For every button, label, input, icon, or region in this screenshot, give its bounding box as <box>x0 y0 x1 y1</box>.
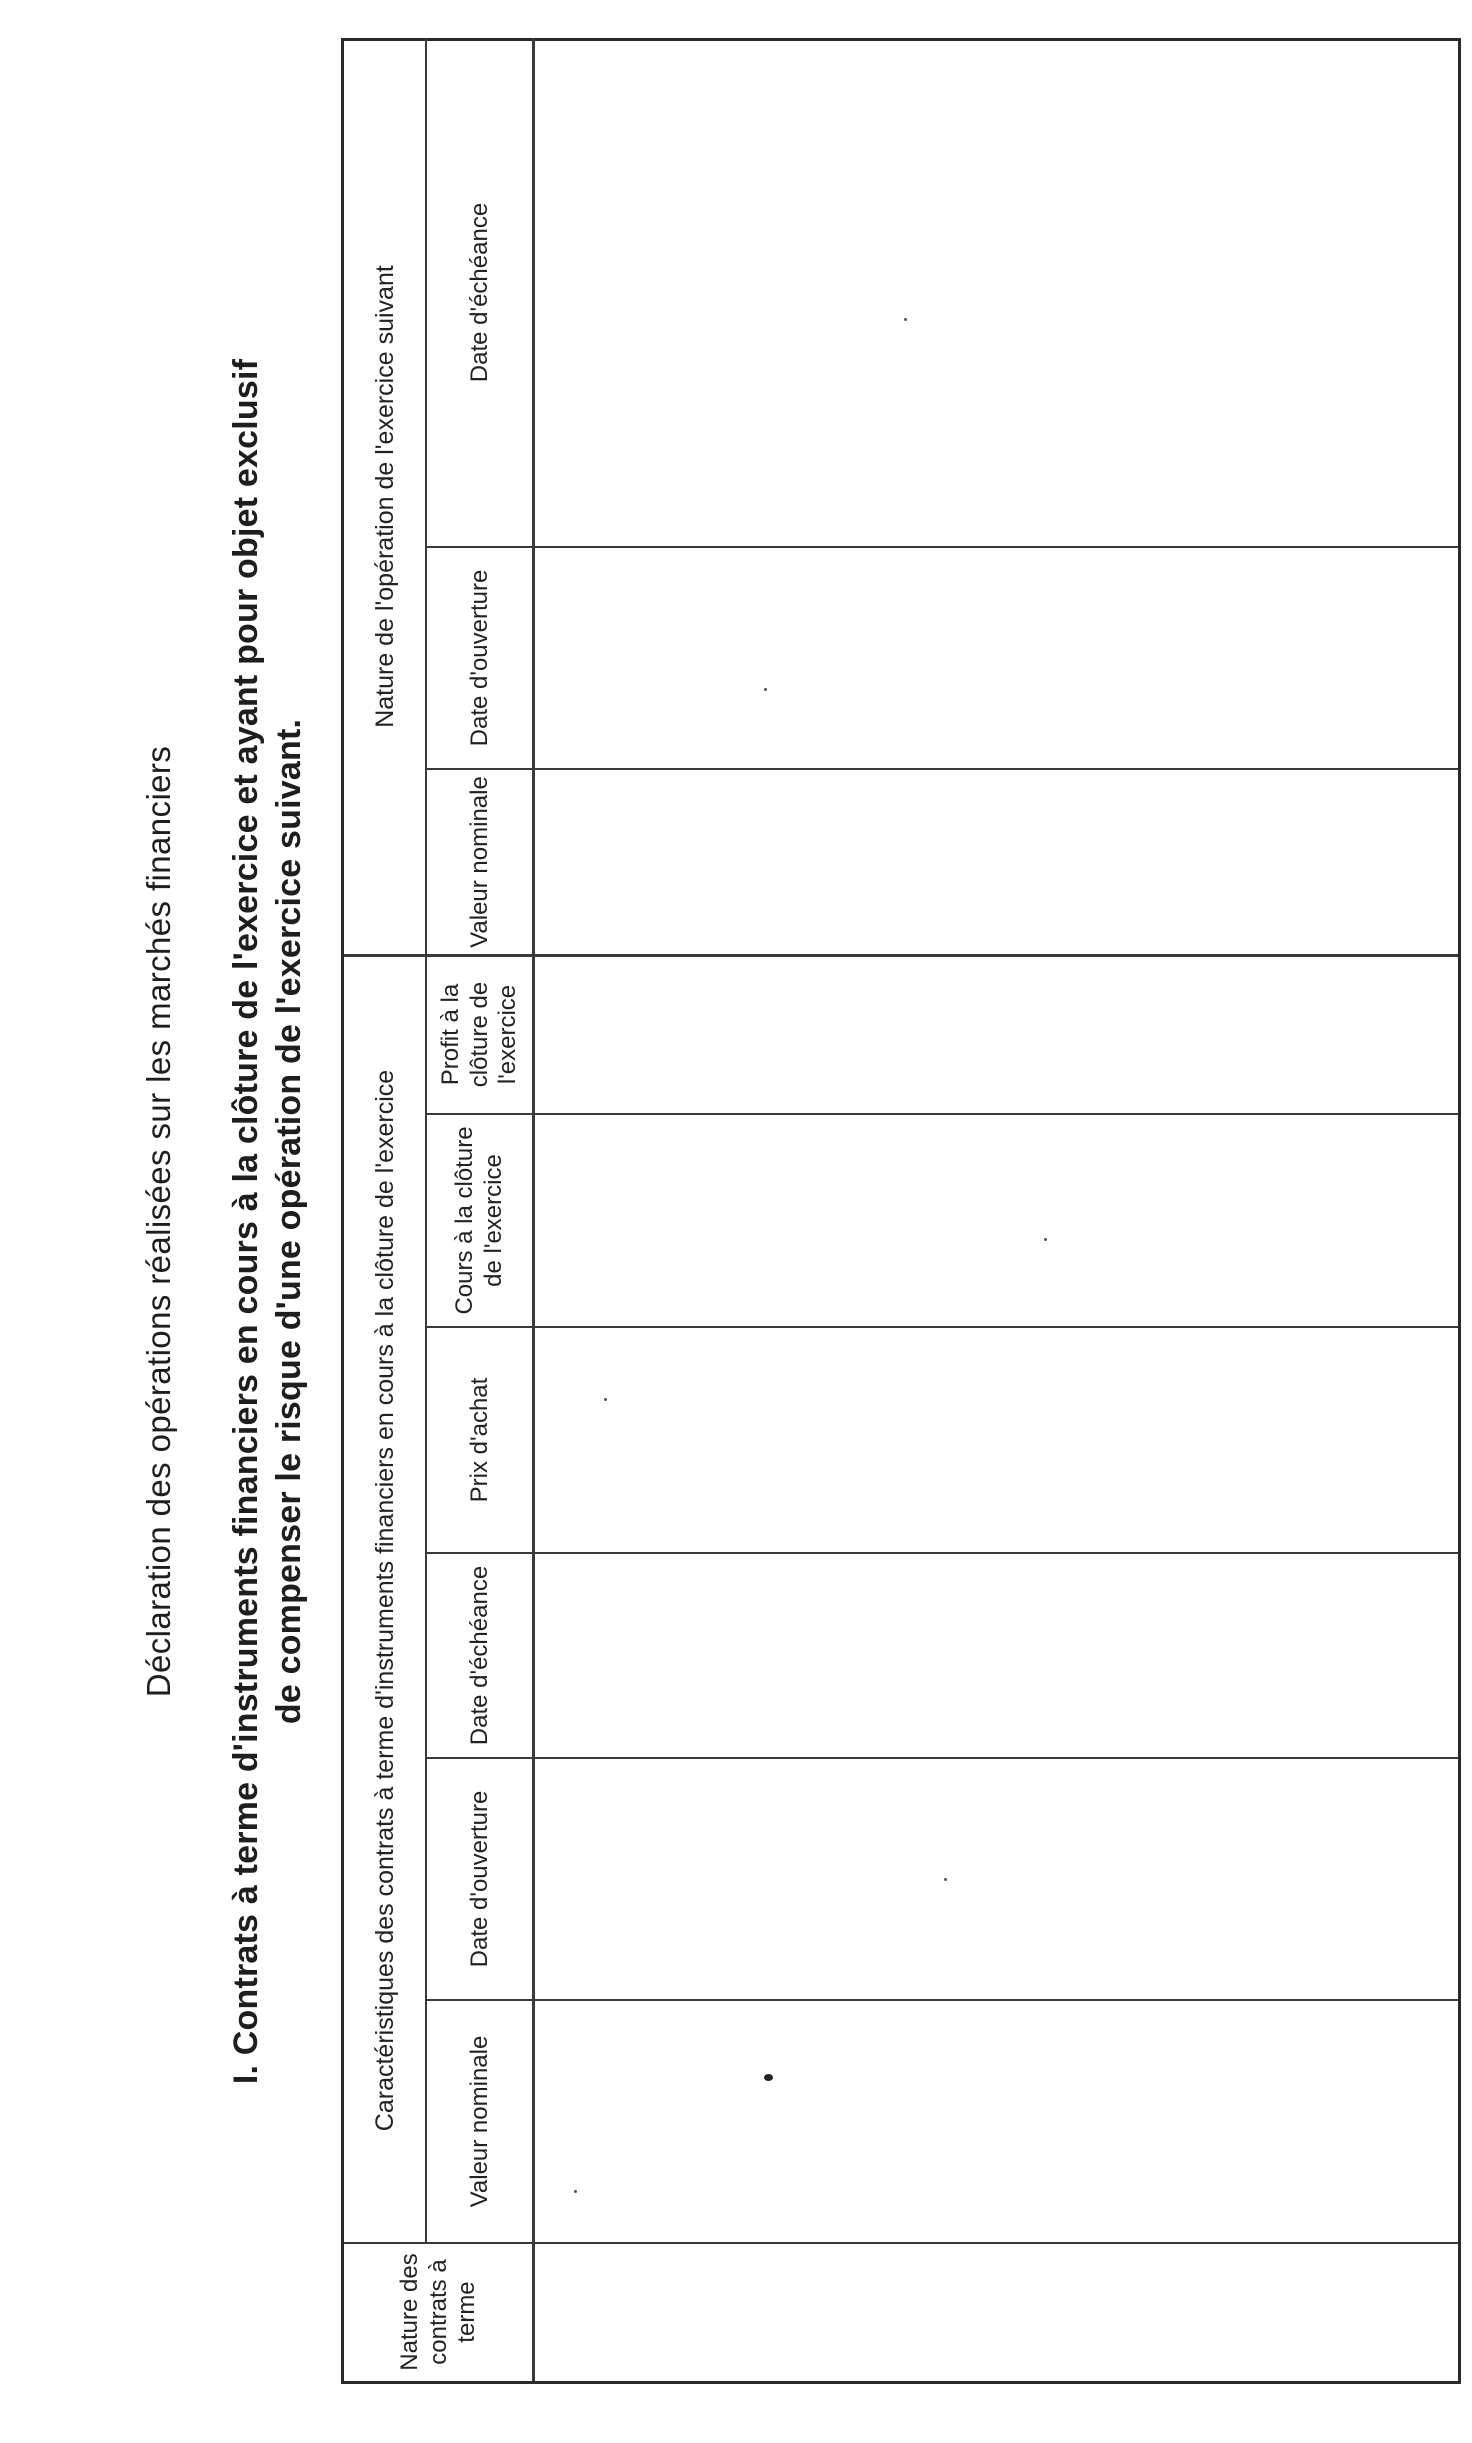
cell-profit-cloture[interactable] <box>534 955 1458 1114</box>
col-header-date-ouverture-suivant: Date d'ouverture <box>465 569 493 747</box>
section-title-line-1: I. Contrats à terme d'instruments financiers en cours à la clôture de l'exercice et ayant pour objet exclusif <box>227 358 265 2085</box>
col-header-profit-cloture: Profit à la clôture de l'exercice <box>436 981 522 1088</box>
col-header-nature-contrats: Nature des contrats à terme <box>395 2253 481 2371</box>
section-title-line-2: de compenser le risque d'une opération de l'exercice suivant. <box>270 718 308 1725</box>
col-header-prix-achat: Prix d'achat <box>465 1377 493 1503</box>
scan-speck <box>604 1398 607 1401</box>
scan-speck <box>904 318 907 321</box>
scan-speck <box>944 1878 947 1881</box>
rule-col-8 <box>426 768 1458 770</box>
col-header-date-ouverture: Date d'ouverture <box>465 1790 493 1968</box>
cell-nature-contrats[interactable] <box>534 2243 1458 2381</box>
cell-valeur-nominale[interactable] <box>534 2000 1458 2243</box>
scan-speck <box>764 2074 773 2081</box>
declaration-table <box>341 38 1461 2384</box>
rule-col-6 <box>426 1113 1458 1115</box>
col-header-valeur-nominale-suivant: Valeur nominale <box>465 776 493 948</box>
cell-prix-achat[interactable] <box>534 1327 1458 1553</box>
document-title: Déclaration des opérations réalisées sur les marchés financiers <box>140 745 177 1698</box>
cell-date-echeance[interactable] <box>534 1553 1458 1758</box>
col-header-date-echeance: Date d'échéance <box>465 1565 493 1746</box>
rule-group-header-bottom <box>425 38 427 2243</box>
rule-col-4 <box>426 1552 1458 1554</box>
scan-speck <box>764 688 767 691</box>
rule-col-3 <box>426 1757 1458 1759</box>
rule-column-header-bottom <box>532 38 535 2381</box>
group-header-current-year: Caractéristiques des contrats à terme d'instruments financiers en cours à la clôture de l'exercice <box>370 1069 399 2132</box>
cell-valeur-nominale-suivant[interactable] <box>534 769 1458 955</box>
cell-date-ouverture-suivant[interactable] <box>534 547 1458 769</box>
scan-speck <box>574 2190 577 2193</box>
rule-col-9 <box>426 546 1458 548</box>
rule-col-5 <box>426 1326 1458 1328</box>
cell-date-ouverture[interactable] <box>534 1758 1458 2000</box>
cell-cours-cloture[interactable] <box>534 1114 1458 1327</box>
cell-date-echeance-suivant[interactable] <box>534 38 1458 547</box>
col-header-date-echeance-suivant: Date d'échéance <box>465 202 493 383</box>
rule-col-1 <box>344 2242 1458 2244</box>
group-header-next-year: Nature de l'opération de l'exercice suivant <box>370 265 399 728</box>
rule-group-divider <box>344 954 1458 957</box>
col-header-valeur-nominale: Valeur nominale <box>465 2035 493 2208</box>
rule-col-2 <box>426 1999 1458 2001</box>
scan-speck <box>1044 1238 1047 1241</box>
col-header-cours-cloture: Cours à la clôture de l'exercice <box>451 1126 507 1315</box>
